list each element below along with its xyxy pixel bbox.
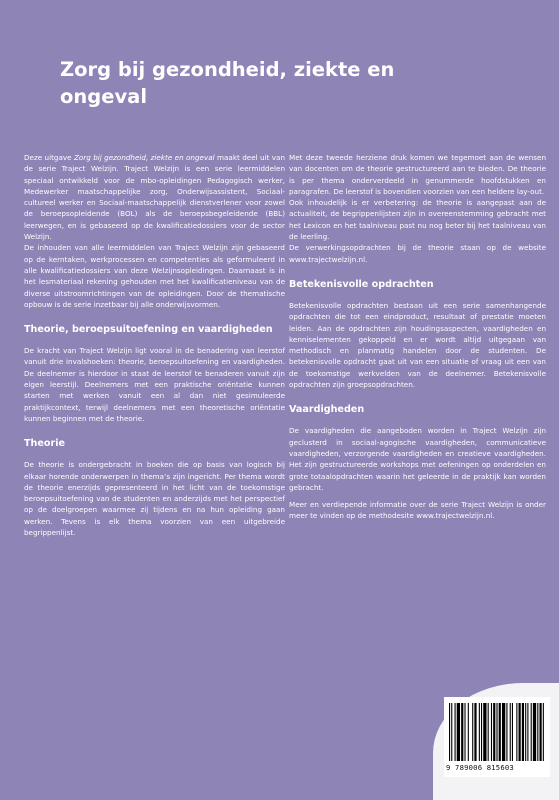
isbn-barcode — [444, 697, 550, 777]
book-title-italic: Zorg bij gezondheid, ziekte en ongeval — [73, 153, 215, 162]
barcode-bar — [527, 703, 528, 761]
barcode-bar — [512, 703, 513, 761]
barcode-bar — [474, 703, 476, 761]
heading-vaardigheden: Vaardigheden — [289, 404, 365, 416]
barcode-bar — [468, 703, 469, 761]
paragraph-betekenisvolle-opdrachten: Betekenisvolle opdrachten bestaan uit een serie samenhangende opdrachten die tot een eindproduct, resultaat of prestatie moeten leiden. Aan de opdrachten zijn houdingsaspecten, vaardigheden en kenniselementen gekoppeld en er wordt altijd uitgegaan van methodisch en planmatig handelen door de studenten. De betekenisvolle opdracht gaat uit van een situatie of vraag uit een van de toekomstige werkvelden van de deelnemer. Betekenisvolle opdrachten zijn groepsopdrachten. — [289, 300, 546, 390]
intro-paragraph-2: De inhouden van alle leermiddelen van Traject Welzijn zijn gebaseerd op de kerntaken, werkprocessen en competenties als geformuleerd in alle kwalificatiedossiers van deze Welzijnsopleidingen. Daarnaast is in het lesmateriaal rekening gehouden met het kwalificatieniveau van de diverse uitstroomrichtingen van de opleidingen. Door de thematische opbouw is de serie inzetbaar bij alle onderwijsvormen. — [24, 243, 285, 309]
barcode-bar — [451, 703, 452, 761]
barcode-bar — [506, 703, 507, 761]
paragraph-vaardigheden: De vaardigheden die aangeboden worden in Traject Welzijn zijn geclusterd in sociaal-agogische vaardigheden, communicatieve vaardigheden, verzorgende vaardigheden en creatieve vaardigheden. Het zijn gestructureerde workshops met oefeningen op onderdelen en grote totaalopdrachten waarin het geleerde in de praktijk kan worden gebracht. — [289, 426, 546, 492]
barcode-bar — [455, 703, 456, 761]
title-line-2: ongeval — [60, 85, 148, 108]
barcode-bar — [539, 703, 541, 761]
heading-betekenisvolle-opdrachten: Betekenisvolle opdrachten — [289, 278, 434, 290]
intro-text-start: Deze uitgave — [24, 153, 74, 162]
paragraph-herziene-druk: Met deze tweede herziene druk komen we tegemoet aan de wensen van docenten om de theorie gestructureerd aan te bieden. De theorie is per thema onderverdeeld in genummerde hoofdstukken en paragrafen. De leerstof is bovendien voorzien van een heldere lay-out. — [289, 153, 546, 196]
intro-text-end: maakt deel uit van de serie Traject Welzijn. Traject Welzijn is een serie leermiddelen speciaal ontwikkeld voor de mbo-opleidingen Pedagogisch werker, Medewerker maatschappelijke zorg, Onderwijsassistent, Sociaal-cultureel werker en Sociaal-maatschappelijk dienstverlener voor zowel de beroepsopleidende (BOL) als de beroepsbegeleidende (BBL) leerwegen, en is gebaseerd op de kwalificatiedossiers voor de sector Welzijn. — [24, 153, 286, 242]
barcode-bar — [483, 703, 486, 761]
left-column — [24, 152, 285, 538]
barcode-bar — [525, 703, 526, 761]
barcode-bar — [531, 703, 532, 761]
heading-theorie: Theorie — [24, 438, 65, 450]
barcode-bar — [479, 703, 480, 761]
barcode-bar — [502, 703, 505, 761]
intro-paragraph-1 — [24, 152, 285, 242]
barcode-bar — [449, 703, 450, 761]
paragraph-meer-informatie: Meer en verdiepende informatie over de serie Traject Welzijn is onder meer te vinden op de methodesite www.trajectwelzijn.nl. — [289, 500, 546, 521]
paragraph-inhoudelijk: Ook inhoudelijk is er verbetering: de theorie is aangepast aan de actualiteit, de begrippenlijsten zijn in overeenstemming gebracht met het Lexicon en het taalniveau past nu nog beter bij het taalniveau van de leerling. — [289, 198, 546, 242]
paragraph-theorie: De theorie is ondergebracht in boeken die op basis van logisch bij elkaar horende onderwerpen in thema’s zijn ingericht. Per thema wordt de theorie enerzijds gepresenteerd in het licht van de toekomstige beroepsuitoefening van de studenten en anderzijds met het perspectief op de doelgroepen waarmee zij tijdens en na hun opleiding gaan werken. Tevens is elk thema voorzien van een uitgebreide begrippenlijst. — [24, 460, 285, 538]
barcode-bar — [457, 703, 460, 761]
barcode-bar — [464, 703, 465, 761]
heading-theorie-beroepsuitoefening: Theorie, beroepsuitoefening en vaardigheden — [24, 324, 273, 336]
barcode-bar — [510, 703, 511, 761]
barcode-bar — [491, 703, 492, 761]
paragraph-invalshoeken: De kracht van Traject Welzijn ligt vooral in de benadering van leerstof vanuit drie invalshoeken: theorie, beroepsuitoefening en vaardigheden. De deelnemer is hierdoor in staat de leerstof te benaderen vanuit zijn eigen leerstijl. Deelnemers met een praktische oriëntatie kunnen starten met werken vanuit een al dan niet gesimuleerde praktijkcontext, terwijl deelnemers met een theoretische oriëntatie kunnen beginnen met de theorie. — [24, 346, 285, 423]
barcode-bar — [499, 703, 501, 761]
paragraph-verwerkingsopdrachten: De verwerkingsopdrachten bij de theorie staan op de website www.trajectwelzijn.nl. — [289, 243, 546, 264]
barcode-bar — [519, 703, 521, 761]
barcode-bar — [481, 703, 482, 761]
barcode-bar — [472, 703, 473, 761]
barcode-bar — [522, 703, 524, 761]
title-line-1: Zorg bij gezondheid, ziekte en — [60, 58, 395, 81]
isbn-number: 9 789006 815603 — [446, 763, 514, 772]
barcode-bar — [493, 703, 495, 761]
barcode-bar — [543, 703, 544, 761]
barcode-bars — [449, 703, 545, 761]
book-title — [60, 56, 500, 110]
barcode-bar — [461, 703, 463, 761]
barcode-bar — [533, 703, 536, 761]
right-column — [289, 152, 546, 522]
barcode-bar — [488, 703, 489, 761]
barcode-bar — [537, 703, 538, 761]
barcode-bar — [516, 703, 517, 761]
barcode-bar — [496, 703, 497, 761]
